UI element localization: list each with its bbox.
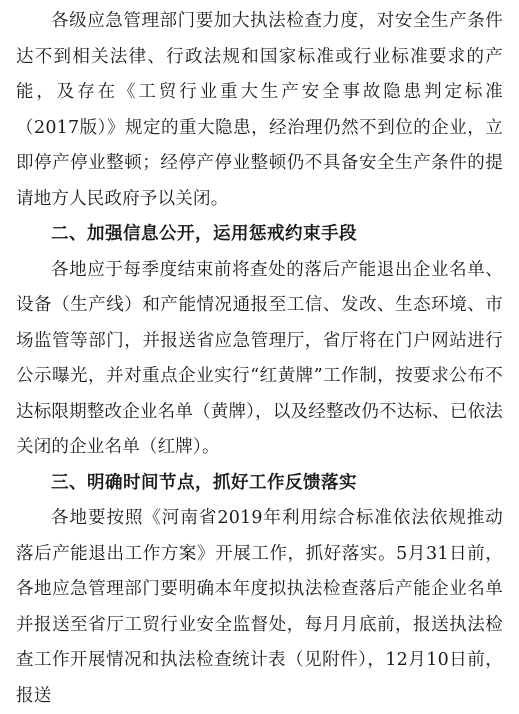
paragraph-information-disclosure: 各地应于每季度结束前将查处的落后产能退出企业名单、设备（生产线）和产能情况通报至工信、发改、生态环境、市场监管等部门，并报送省应急管理厅，省厅将在门户网站进行公示曝光，并对重点企业实行“红黄牌”工作制，按要求公布不达标限期整改企业名单（黄牌），以及经整改仍不达标、已依法关闭的企业名单（红牌）。 (16, 259, 503, 457)
paragraph-timeline: 各地要按照《河南省2019年利用综合标准依法依规推动落后产能退出工作方案》开展工作，抓好落实。5月31日前，各地应急管理部门要明确本年度拟执法检查落后产能企业名单并报送至省厅工贸行业安全监督处，每月月底前，报送执法检查工作开展情况和执法检查统计表（见附件），12月10日前，报送 (16, 508, 503, 706)
paragraph-enforcement: 各级应急管理部门要加大执法检查力度，对安全生产条件达不到相关法律、行政法规和国家标准或行业标准要求的产能，及存在《工贸行业重大生产安全事故隐患判定标准（2017版）》规定的重大隐患，经治理仍然不到位的企业，立即停产停业整顿；经停产停业整顿仍不具备安全生产条件的提请地方人民政府予以关闭。 (16, 11, 503, 209)
section-heading-timeline: 三、明确时间节点，抓好工作反馈落实 (51, 472, 357, 493)
section-heading-information-disclosure: 二、加强信息公开，运用惩戒约束手段 (51, 224, 357, 244)
